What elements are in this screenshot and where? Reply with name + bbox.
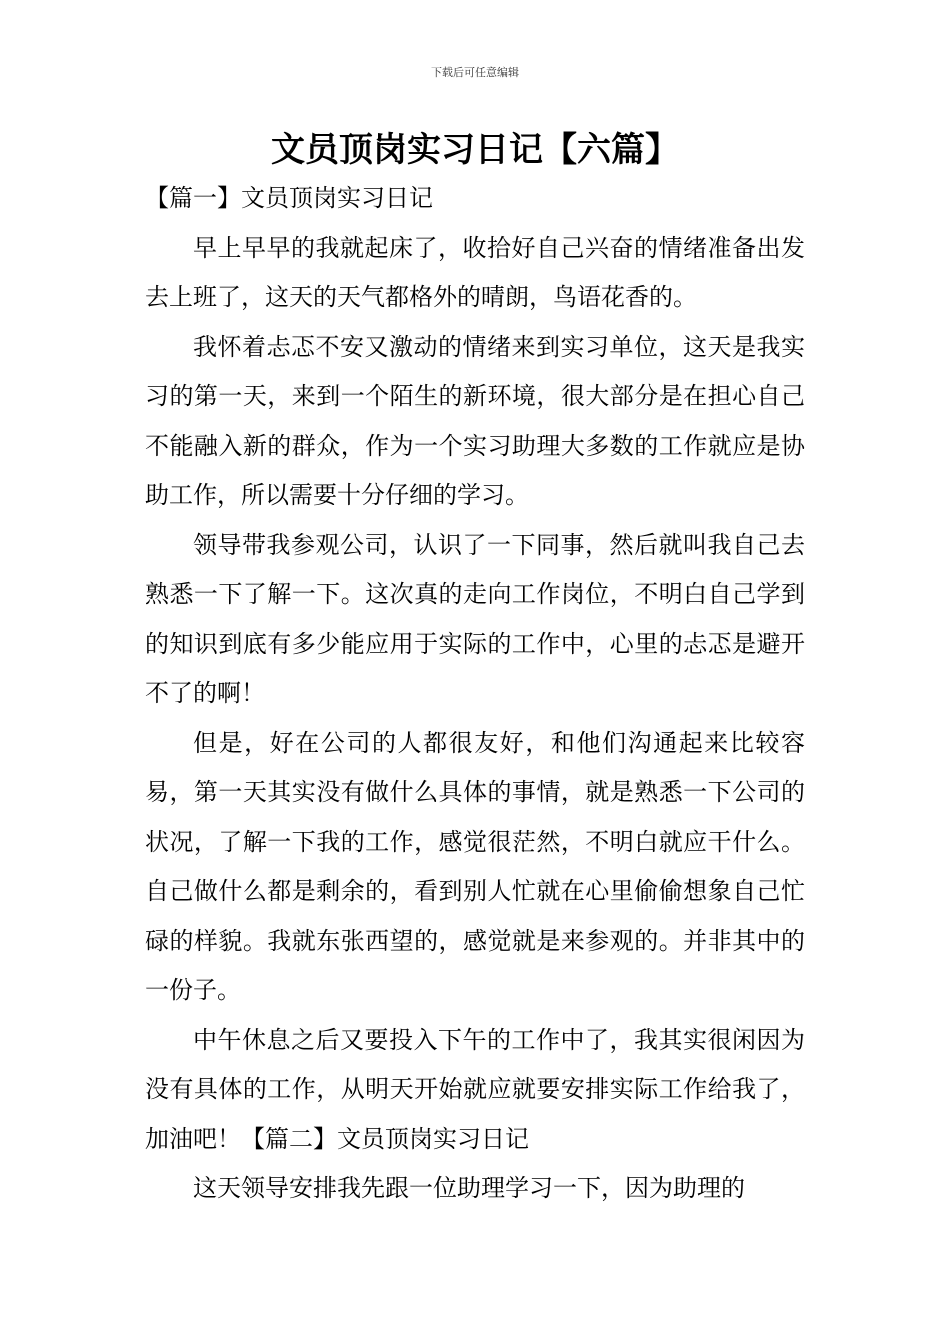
paragraph: 我怀着忐忑不安又激动的情绪来到实习单位，这天是我实习的第一天，来到一个陌生的新环境，很大部分是在担心自己不能融入新的群众，作为一个实习助理大多数的工作就应是协助工作，所以需要十分仔细的学习。 <box>145 332 805 509</box>
paragraph: 但是，好在公司的人都很友好，和他们沟通起来比较容易，第一天其实没有做什么具体的事情，就是熟悉一下公司的状况，了解一下我的工作，感觉很茫然，不明白就应干什么。自己做什么都是剩余的，看到别人忙就在心里偷偷想象自己忙碌的样貌。我就东张西望的，感觉就是来参观的。并非其中的一份子。 <box>145 728 805 1004</box>
paragraph: 这天领导安排我先跟一位助理学习一下，因为助理的 <box>193 1174 745 1202</box>
section-heading: 【篇一】文员顶岗实习日记 <box>145 184 433 212</box>
paragraph: 早上早早的我就起床了，收拾好自己兴奋的情绪准备出发去上班了，这天的天气都格外的晴朗，鸟语花香的。 <box>145 233 805 311</box>
paragraph: 领导带我参观公司，认识了一下同事，然后就叫我自己去熟悉一下了解一下。这次真的走向工作岗位，不明白自己学到的知识到底有多少能应用于实际的工作中，心里的忐忑是避开不了的啊！ <box>145 530 805 707</box>
document-body <box>145 174 805 1214</box>
document-title: 文员顶岗实习日记【六篇】 <box>271 130 679 170</box>
page-header-note: 下载后可任意编辑 <box>431 66 519 79</box>
paragraph: 中午休息之后又要投入下午的工作中了，我其实很闲因为没有具体的工作，从明天开始就应就要安排实际工作给我了，加油吧！【篇二】文员顶岗实习日记 <box>145 1025 805 1153</box>
